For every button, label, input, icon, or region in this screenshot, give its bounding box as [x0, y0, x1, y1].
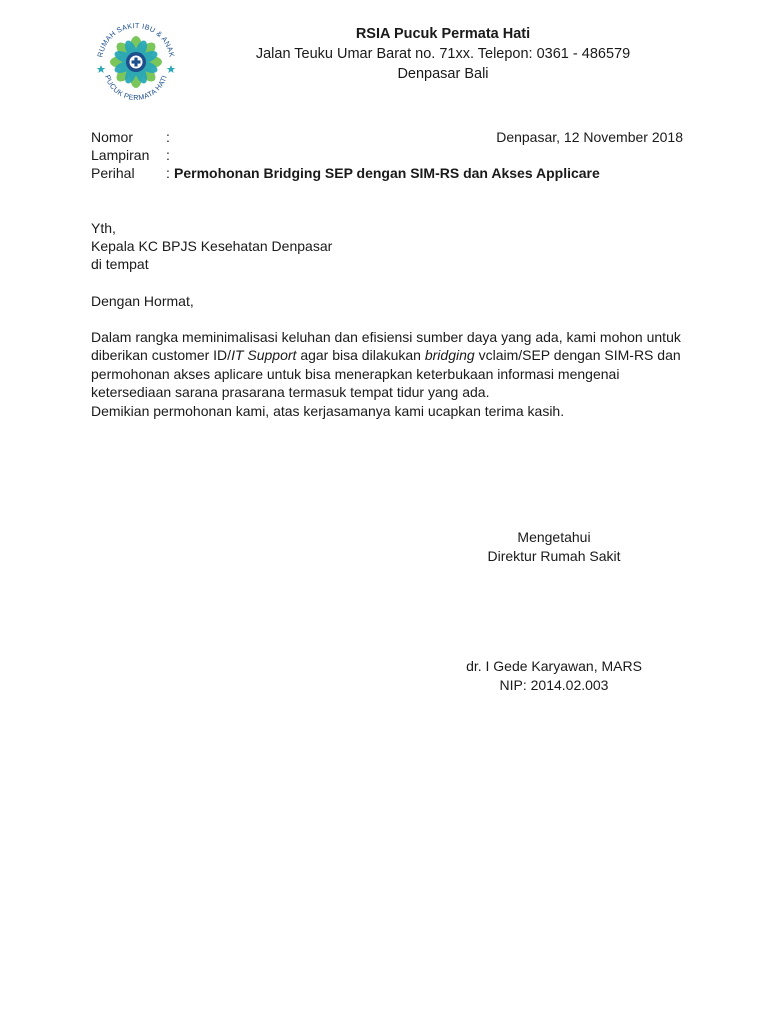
signatory-title: Direktur Rumah Sakit — [487, 547, 621, 564]
perihal-label: Perihal — [91, 165, 135, 181]
logo-ring-bottom-text: PUCUK PERMATA HATI — [103, 73, 169, 103]
hospital-logo — [88, 12, 184, 108]
signatory-nip: NIP: 2014.02.003 — [499, 676, 609, 693]
logo-emblem-icon — [88, 12, 184, 108]
perihal-colon: : — [166, 165, 170, 181]
recipient-name: Kepala KC BPJS Kesehatan Denpasar — [91, 238, 333, 254]
lampiran-colon: : — [166, 147, 170, 163]
signatory-name: dr. I Gede Karyawan, MARS — [466, 658, 642, 674]
letter-body — [91, 328, 701, 420]
body-it-support-italic: IT Support — [231, 347, 297, 364]
nomor-colon: : — [166, 129, 170, 145]
greeting: Dengan Hormat, — [91, 293, 194, 309]
body-text-part-2: agar bisa dilakukan — [296, 347, 425, 364]
organization-name: RSIA Pucuk Permata Hati — [355, 26, 531, 42]
logo-ring-top-text: RUMAH SAKIT IBU & ANAK — [95, 20, 177, 59]
letterhead — [200, 24, 686, 84]
lampiran-label: Lampiran — [91, 147, 150, 163]
letter-date: Denpasar, 12 November 2018 — [496, 129, 683, 145]
acknowledge-text: Mengetahui — [517, 529, 591, 545]
body-text-part-1: Dalam rangka meminimalisasi keluhan dan efisiensi sumber daya yang ada, kami mohon untuk diberikan customer ID/ — [91, 329, 681, 364]
body-paragraph-2: Demikian permohonan kami, atas kerjasamanya kami ucapkan terima kasih. — [91, 402, 565, 419]
recipient-salutation: Yth, — [91, 220, 116, 236]
nomor-label: Nomor — [91, 129, 134, 145]
body-paragraph-1 — [91, 328, 701, 402]
recipient-place: di tempat — [91, 256, 149, 272]
organization-address: Jalan Teuku Umar Barat no. 71xx. Telepon: 0361 - 486579 — [255, 46, 631, 62]
body-bridging-italic: bridging — [424, 347, 475, 364]
signature-heading — [440, 528, 668, 565]
body-text-part-3: vclaim/SEP dengan SIM-RS dan permohonan akses aplicare untuk bisa menerapkan keterbukaan informasi mengenai ketersediaan sarana prasarana termasuk tempat tidur yang ada. — [91, 347, 681, 401]
letter-subject: Permohonan Bridging SEP dengan SIM-RS dan Akses Applicare — [174, 165, 600, 181]
organization-city: Denpasar Bali — [397, 66, 489, 82]
signatory-block — [440, 657, 668, 694]
